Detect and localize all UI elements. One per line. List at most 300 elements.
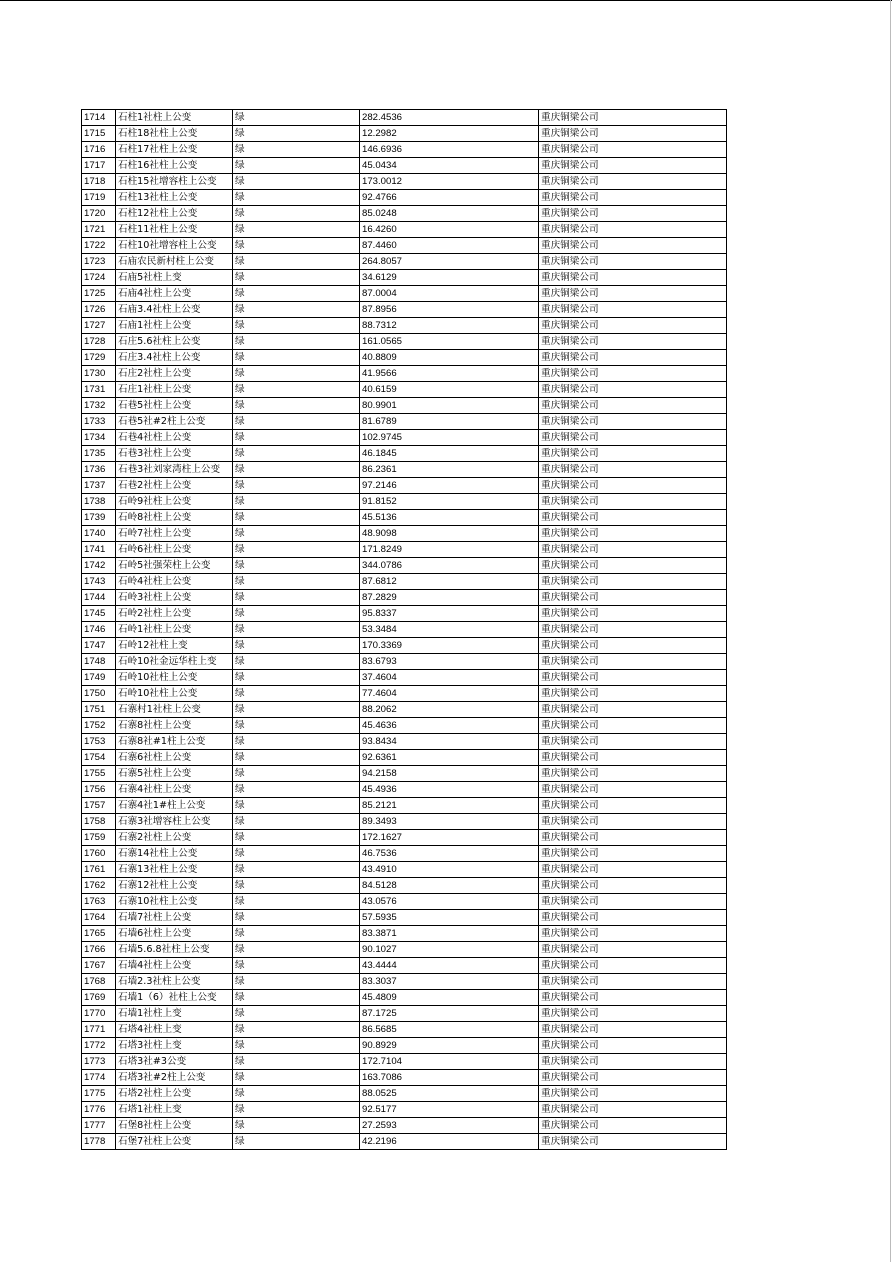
value-cell: 172.7104	[360, 1054, 539, 1070]
table-row	[82, 974, 727, 990]
value-cell: 45.4636	[360, 718, 539, 734]
row-id-cell: 1741	[82, 542, 116, 558]
station-name-cell: 石庄3.4社柱上公变	[116, 350, 233, 366]
status-cell: 绿	[233, 574, 360, 590]
station-name-cell: 石柱18社柱上公变	[116, 126, 233, 142]
value-cell: 88.0525	[360, 1086, 539, 1102]
status-cell: 绿	[233, 1054, 360, 1070]
status-cell: 绿	[233, 1118, 360, 1134]
company-cell: 重庆铜梁公司	[539, 542, 727, 558]
table-row	[82, 862, 727, 878]
value-cell: 282.4536	[360, 110, 539, 126]
company-cell: 重庆铜梁公司	[539, 910, 727, 926]
row-id-cell: 1751	[82, 702, 116, 718]
row-id-cell: 1727	[82, 318, 116, 334]
station-name-cell: 石寨12社柱上公变	[116, 878, 233, 894]
station-name-cell: 石岭6社柱上公变	[116, 542, 233, 558]
company-cell: 重庆铜梁公司	[539, 190, 727, 206]
station-name-cell: 石寨13社柱上公变	[116, 862, 233, 878]
row-id-cell: 1722	[82, 238, 116, 254]
table-row	[82, 894, 727, 910]
company-cell: 重庆铜梁公司	[539, 590, 727, 606]
company-cell: 重庆铜梁公司	[539, 846, 727, 862]
value-cell: 94.2158	[360, 766, 539, 782]
company-cell: 重庆铜梁公司	[539, 446, 727, 462]
value-cell: 81.6789	[360, 414, 539, 430]
table-row	[82, 174, 727, 190]
company-cell: 重庆铜梁公司	[539, 222, 727, 238]
table-row	[82, 1118, 727, 1134]
station-name-cell: 石墙2.3社柱上公变	[116, 974, 233, 990]
row-id-cell: 1726	[82, 302, 116, 318]
status-cell: 绿	[233, 126, 360, 142]
table-row	[82, 942, 727, 958]
table-row	[82, 158, 727, 174]
station-name-cell: 石柱16社柱上公变	[116, 158, 233, 174]
value-cell: 87.2829	[360, 590, 539, 606]
table-row	[82, 782, 727, 798]
table-row	[82, 990, 727, 1006]
row-id-cell: 1724	[82, 270, 116, 286]
row-id-cell: 1766	[82, 942, 116, 958]
status-cell: 绿	[233, 1038, 360, 1054]
value-cell: 161.0565	[360, 334, 539, 350]
status-cell: 绿	[233, 462, 360, 478]
table-row	[82, 1134, 727, 1150]
status-cell: 绿	[233, 478, 360, 494]
row-id-cell: 1731	[82, 382, 116, 398]
company-cell: 重庆铜梁公司	[539, 1038, 727, 1054]
row-id-cell: 1720	[82, 206, 116, 222]
company-cell: 重庆铜梁公司	[539, 1054, 727, 1070]
row-id-cell: 1767	[82, 958, 116, 974]
page-top-border	[0, 0, 892, 1]
value-cell: 95.8337	[360, 606, 539, 622]
row-id-cell: 1778	[82, 1134, 116, 1150]
company-cell: 重庆铜梁公司	[539, 1006, 727, 1022]
station-name-cell: 石庄2社柱上公变	[116, 366, 233, 382]
value-cell: 93.8434	[360, 734, 539, 750]
data-table	[81, 109, 727, 1150]
value-cell: 88.2062	[360, 702, 539, 718]
company-cell: 重庆铜梁公司	[539, 606, 727, 622]
table-row	[82, 286, 727, 302]
station-name-cell: 石庙农民新村柱上公变	[116, 254, 233, 270]
row-id-cell: 1714	[82, 110, 116, 126]
station-name-cell: 石巷5社柱上公变	[116, 398, 233, 414]
table-row	[82, 318, 727, 334]
table-row	[82, 206, 727, 222]
station-name-cell: 石寨8社柱上公变	[116, 718, 233, 734]
station-name-cell: 石寨4社1#柱上公变	[116, 798, 233, 814]
status-cell: 绿	[233, 1134, 360, 1150]
company-cell: 重庆铜梁公司	[539, 670, 727, 686]
value-cell: 146.6936	[360, 142, 539, 158]
table-row	[82, 574, 727, 590]
row-id-cell: 1725	[82, 286, 116, 302]
table-body	[82, 110, 727, 1150]
status-cell: 绿	[233, 878, 360, 894]
station-name-cell: 石岭8社柱上公变	[116, 510, 233, 526]
row-id-cell: 1756	[82, 782, 116, 798]
value-cell: 87.1725	[360, 1006, 539, 1022]
status-cell: 绿	[233, 974, 360, 990]
company-cell: 重庆铜梁公司	[539, 158, 727, 174]
station-name-cell: 石墙5.6.8社柱上公变	[116, 942, 233, 958]
station-name-cell: 石寨8社#1柱上公变	[116, 734, 233, 750]
table-row	[82, 1038, 727, 1054]
row-id-cell: 1728	[82, 334, 116, 350]
row-id-cell: 1770	[82, 1006, 116, 1022]
company-cell: 重庆铜梁公司	[539, 494, 727, 510]
value-cell: 163.7086	[360, 1070, 539, 1086]
table-row	[82, 686, 727, 702]
company-cell: 重庆铜梁公司	[539, 814, 727, 830]
table-row	[82, 1054, 727, 1070]
station-name-cell: 石墙4社柱上公变	[116, 958, 233, 974]
row-id-cell: 1749	[82, 670, 116, 686]
value-cell: 89.3493	[360, 814, 539, 830]
row-id-cell: 1745	[82, 606, 116, 622]
station-name-cell: 石岭7社柱上公变	[116, 526, 233, 542]
value-cell: 37.4604	[360, 670, 539, 686]
table-row	[82, 622, 727, 638]
value-cell: 43.4444	[360, 958, 539, 974]
value-cell: 173.0012	[360, 174, 539, 190]
table-row	[82, 926, 727, 942]
company-cell: 重庆铜梁公司	[539, 1102, 727, 1118]
table-row	[82, 126, 727, 142]
station-name-cell: 石寨14社柱上公变	[116, 846, 233, 862]
status-cell: 绿	[233, 654, 360, 670]
value-cell: 83.3871	[360, 926, 539, 942]
station-name-cell: 石岭2社柱上公变	[116, 606, 233, 622]
status-cell: 绿	[233, 350, 360, 366]
status-cell: 绿	[233, 606, 360, 622]
status-cell: 绿	[233, 238, 360, 254]
company-cell: 重庆铜梁公司	[539, 318, 727, 334]
company-cell: 重庆铜梁公司	[539, 478, 727, 494]
row-id-cell: 1736	[82, 462, 116, 478]
value-cell: 80.9901	[360, 398, 539, 414]
value-cell: 87.0004	[360, 286, 539, 302]
value-cell: 88.7312	[360, 318, 539, 334]
table-row	[82, 702, 727, 718]
value-cell: 43.4910	[360, 862, 539, 878]
row-id-cell: 1760	[82, 846, 116, 862]
station-name-cell: 石柱12社柱上公变	[116, 206, 233, 222]
table-row	[82, 542, 727, 558]
value-cell: 90.1027	[360, 942, 539, 958]
value-cell: 85.2121	[360, 798, 539, 814]
status-cell: 绿	[233, 846, 360, 862]
status-cell: 绿	[233, 334, 360, 350]
company-cell: 重庆铜梁公司	[539, 110, 727, 126]
station-name-cell: 石岭12社柱上变	[116, 638, 233, 654]
row-id-cell: 1755	[82, 766, 116, 782]
status-cell: 绿	[233, 430, 360, 446]
station-name-cell: 石柱10社增容柱上公变	[116, 238, 233, 254]
table-row	[82, 382, 727, 398]
station-name-cell: 石塔3社#3公变	[116, 1054, 233, 1070]
station-name-cell: 石寨4社柱上公变	[116, 782, 233, 798]
value-cell: 85.0248	[360, 206, 539, 222]
company-cell: 重庆铜梁公司	[539, 430, 727, 446]
row-id-cell: 1775	[82, 1086, 116, 1102]
row-id-cell: 1753	[82, 734, 116, 750]
company-cell: 重庆铜梁公司	[539, 782, 727, 798]
table-row	[82, 718, 727, 734]
row-id-cell: 1762	[82, 878, 116, 894]
status-cell: 绿	[233, 414, 360, 430]
status-cell: 绿	[233, 718, 360, 734]
row-id-cell: 1764	[82, 910, 116, 926]
table-row	[82, 638, 727, 654]
status-cell: 绿	[233, 526, 360, 542]
company-cell: 重庆铜梁公司	[539, 350, 727, 366]
value-cell: 46.1845	[360, 446, 539, 462]
value-cell: 57.5935	[360, 910, 539, 926]
station-name-cell: 石巷4社柱上公变	[116, 430, 233, 446]
table-row	[82, 590, 727, 606]
status-cell: 绿	[233, 750, 360, 766]
table-row	[82, 254, 727, 270]
row-id-cell: 1768	[82, 974, 116, 990]
company-cell: 重庆铜梁公司	[539, 302, 727, 318]
value-cell: 87.8956	[360, 302, 539, 318]
company-cell: 重庆铜梁公司	[539, 1022, 727, 1038]
status-cell: 绿	[233, 382, 360, 398]
company-cell: 重庆铜梁公司	[539, 174, 727, 190]
table-row	[82, 414, 727, 430]
row-id-cell: 1769	[82, 990, 116, 1006]
company-cell: 重庆铜梁公司	[539, 334, 727, 350]
status-cell: 绿	[233, 670, 360, 686]
table-row	[82, 142, 727, 158]
row-id-cell: 1719	[82, 190, 116, 206]
station-name-cell: 石塔3社#2柱上公变	[116, 1070, 233, 1086]
value-cell: 41.9566	[360, 366, 539, 382]
station-name-cell: 石堡7社柱上公变	[116, 1134, 233, 1150]
table-row	[82, 750, 727, 766]
row-id-cell: 1723	[82, 254, 116, 270]
company-cell: 重庆铜梁公司	[539, 734, 727, 750]
row-id-cell: 1717	[82, 158, 116, 174]
row-id-cell: 1757	[82, 798, 116, 814]
row-id-cell: 1747	[82, 638, 116, 654]
value-cell: 84.5128	[360, 878, 539, 894]
table-row	[82, 1070, 727, 1086]
station-name-cell: 石岭10社柱上公变	[116, 686, 233, 702]
company-cell: 重庆铜梁公司	[539, 126, 727, 142]
status-cell: 绿	[233, 190, 360, 206]
status-cell: 绿	[233, 206, 360, 222]
station-name-cell: 石岭4社柱上公变	[116, 574, 233, 590]
table-row	[82, 462, 727, 478]
station-name-cell: 石巷3社刘家湾柱上公变	[116, 462, 233, 478]
station-name-cell: 石墙1（6）社柱上公变	[116, 990, 233, 1006]
row-id-cell: 1777	[82, 1118, 116, 1134]
company-cell: 重庆铜梁公司	[539, 990, 727, 1006]
value-cell: 40.8809	[360, 350, 539, 366]
row-id-cell: 1740	[82, 526, 116, 542]
status-cell: 绿	[233, 990, 360, 1006]
status-cell: 绿	[233, 222, 360, 238]
station-name-cell: 石岭9社柱上公变	[116, 494, 233, 510]
value-cell: 43.0576	[360, 894, 539, 910]
row-id-cell: 1765	[82, 926, 116, 942]
station-name-cell: 石墙7社柱上公变	[116, 910, 233, 926]
page-right-edge	[890, 0, 891, 1262]
status-cell: 绿	[233, 926, 360, 942]
value-cell: 97.2146	[360, 478, 539, 494]
value-cell: 92.5177	[360, 1102, 539, 1118]
status-cell: 绿	[233, 590, 360, 606]
status-cell: 绿	[233, 1070, 360, 1086]
status-cell: 绿	[233, 686, 360, 702]
status-cell: 绿	[233, 910, 360, 926]
row-id-cell: 1718	[82, 174, 116, 190]
status-cell: 绿	[233, 1102, 360, 1118]
value-cell: 91.8152	[360, 494, 539, 510]
row-id-cell: 1739	[82, 510, 116, 526]
table-row	[82, 110, 727, 126]
station-name-cell: 石岭5社强荣柱上公变	[116, 558, 233, 574]
value-cell: 27.2593	[360, 1118, 539, 1134]
table-row	[82, 734, 727, 750]
status-cell: 绿	[233, 1006, 360, 1022]
company-cell: 重庆铜梁公司	[539, 958, 727, 974]
status-cell: 绿	[233, 1086, 360, 1102]
company-cell: 重庆铜梁公司	[539, 654, 727, 670]
row-id-cell: 1761	[82, 862, 116, 878]
station-name-cell: 石庙1社柱上公变	[116, 318, 233, 334]
station-name-cell: 石岭10社柱上公变	[116, 670, 233, 686]
row-id-cell: 1735	[82, 446, 116, 462]
station-name-cell: 石墙1社柱上变	[116, 1006, 233, 1022]
company-cell: 重庆铜梁公司	[539, 382, 727, 398]
company-cell: 重庆铜梁公司	[539, 830, 727, 846]
table-row	[82, 302, 727, 318]
row-id-cell: 1771	[82, 1022, 116, 1038]
table-row	[82, 654, 727, 670]
status-cell: 绿	[233, 510, 360, 526]
station-name-cell: 石柱17社柱上公变	[116, 142, 233, 158]
company-cell: 重庆铜梁公司	[539, 462, 727, 478]
station-name-cell: 石塔1社柱上变	[116, 1102, 233, 1118]
status-cell: 绿	[233, 798, 360, 814]
company-cell: 重庆铜梁公司	[539, 286, 727, 302]
status-cell: 绿	[233, 558, 360, 574]
table-row	[82, 830, 727, 846]
company-cell: 重庆铜梁公司	[539, 622, 727, 638]
row-id-cell: 1734	[82, 430, 116, 446]
station-name-cell: 石寨6社柱上公变	[116, 750, 233, 766]
row-id-cell: 1774	[82, 1070, 116, 1086]
station-name-cell: 石岭10社金远华柱上变	[116, 654, 233, 670]
table-row	[82, 1086, 727, 1102]
status-cell: 绿	[233, 622, 360, 638]
station-name-cell: 石巷2社柱上公变	[116, 478, 233, 494]
status-cell: 绿	[233, 702, 360, 718]
table-row	[82, 814, 727, 830]
row-id-cell: 1733	[82, 414, 116, 430]
row-id-cell: 1773	[82, 1054, 116, 1070]
station-name-cell: 石巷5社#2柱上公变	[116, 414, 233, 430]
table-row	[82, 670, 727, 686]
table-row	[82, 910, 727, 926]
company-cell: 重庆铜梁公司	[539, 862, 727, 878]
status-cell: 绿	[233, 830, 360, 846]
station-name-cell: 石塔3社柱上变	[116, 1038, 233, 1054]
status-cell: 绿	[233, 302, 360, 318]
company-cell: 重庆铜梁公司	[539, 414, 727, 430]
row-id-cell: 1763	[82, 894, 116, 910]
value-cell: 92.6361	[360, 750, 539, 766]
station-name-cell: 石庙5社柱上变	[116, 270, 233, 286]
table-row	[82, 478, 727, 494]
table-row	[82, 766, 727, 782]
row-id-cell: 1746	[82, 622, 116, 638]
station-name-cell: 石庄1社柱上公变	[116, 382, 233, 398]
company-cell: 重庆铜梁公司	[539, 686, 727, 702]
table-row	[82, 238, 727, 254]
table-row	[82, 334, 727, 350]
company-cell: 重庆铜梁公司	[539, 510, 727, 526]
company-cell: 重庆铜梁公司	[539, 702, 727, 718]
status-cell: 绿	[233, 110, 360, 126]
company-cell: 重庆铜梁公司	[539, 526, 727, 542]
row-id-cell: 1744	[82, 590, 116, 606]
station-name-cell: 石庄5.6社柱上公变	[116, 334, 233, 350]
status-cell: 绿	[233, 318, 360, 334]
company-cell: 重庆铜梁公司	[539, 942, 727, 958]
status-cell: 绿	[233, 398, 360, 414]
company-cell: 重庆铜梁公司	[539, 254, 727, 270]
value-cell: 170.3369	[360, 638, 539, 654]
row-id-cell: 1715	[82, 126, 116, 142]
table-row	[82, 798, 727, 814]
company-cell: 重庆铜梁公司	[539, 1086, 727, 1102]
row-id-cell: 1750	[82, 686, 116, 702]
status-cell: 绿	[233, 142, 360, 158]
station-name-cell: 石寨10社柱上公变	[116, 894, 233, 910]
station-name-cell: 石庙3.4社柱上公变	[116, 302, 233, 318]
status-cell: 绿	[233, 782, 360, 798]
status-cell: 绿	[233, 158, 360, 174]
row-id-cell: 1716	[82, 142, 116, 158]
value-cell: 45.4809	[360, 990, 539, 1006]
row-id-cell: 1759	[82, 830, 116, 846]
table-row	[82, 510, 727, 526]
value-cell: 344.0786	[360, 558, 539, 574]
company-cell: 重庆铜梁公司	[539, 574, 727, 590]
value-cell: 45.0434	[360, 158, 539, 174]
row-id-cell: 1748	[82, 654, 116, 670]
station-name-cell: 石柱15社增容柱上公变	[116, 174, 233, 190]
value-cell: 12.2982	[360, 126, 539, 142]
value-cell: 16.4260	[360, 222, 539, 238]
table-row	[82, 606, 727, 622]
station-name-cell: 石寨3社增容柱上公变	[116, 814, 233, 830]
row-id-cell: 1754	[82, 750, 116, 766]
company-cell: 重庆铜梁公司	[539, 638, 727, 654]
status-cell: 绿	[233, 254, 360, 270]
status-cell: 绿	[233, 446, 360, 462]
status-cell: 绿	[233, 894, 360, 910]
company-cell: 重庆铜梁公司	[539, 398, 727, 414]
table-row	[82, 878, 727, 894]
